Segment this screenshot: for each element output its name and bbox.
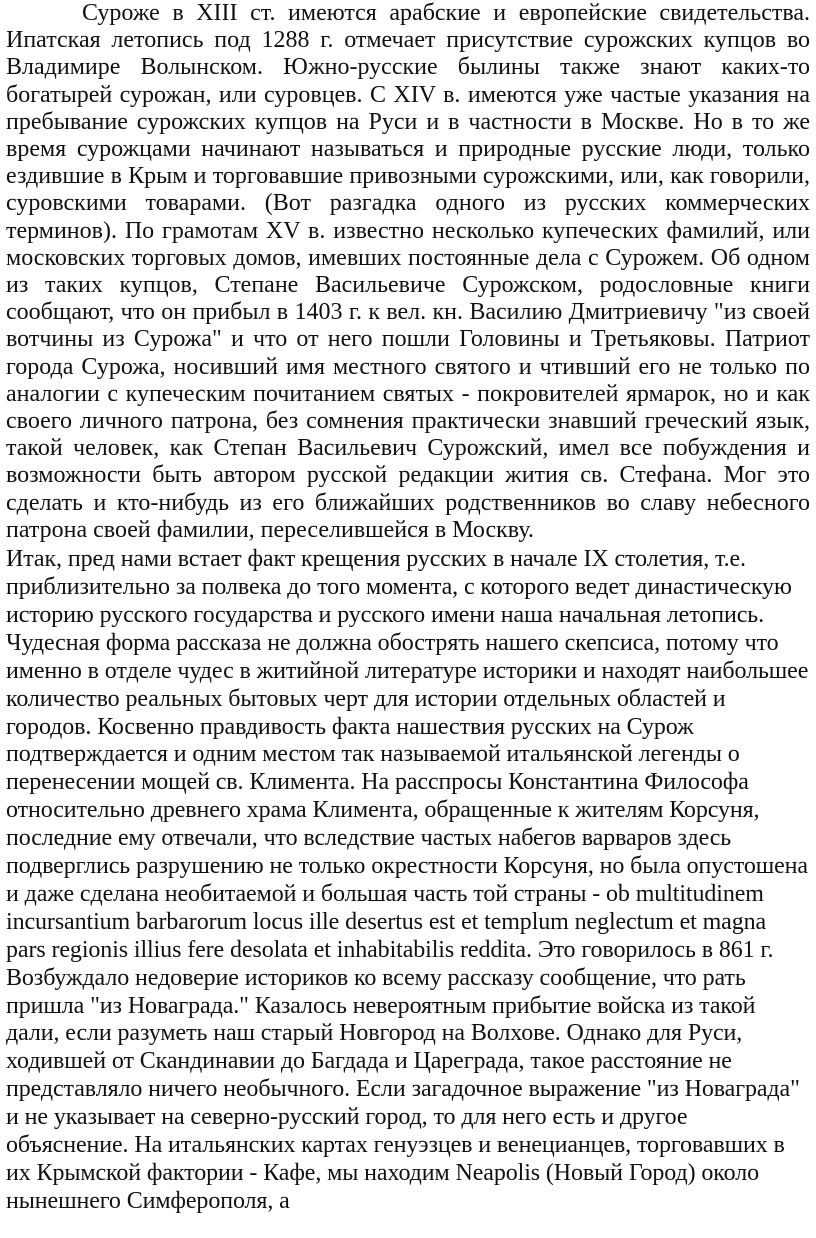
paragraph-baptism-of-rus: Итак, пред нами встает факт крещения русских в начале IX столетия, т.е. приблизительно за полвека до того момента, с которого ведет династическую историю русского государства и русского имени наша начальная летопись. Чудесная форма рассказа не должна обострять нашего скепсиса, потому что именно в отделе чудес в житийной литературе историки и находят наибольшее количество реальных бытовых черт для истории отдельных областей и городов. Косвенно правдивость факта нашествия русских на Сурож подтверждается и одним местом так называемой итальянской легенды о перенесении мощей св. Климента. На расспросы Константина Философа относительно древнего храма Климента, обращенные к жителям Корсуня, последние ему отвечали, что вследствие частых набегов варваров здесь подверглись разрушению не только окрестности Корсуня, но была опустошена и даже сделана необитаемой и большая часть той страны - ob multitudinem incursantium barbarorum locus ille desertus est et templum neglectum et magna pars regionis illius fere desolata et inhabitabilis reddita. Это говорилось в 861 г. Возбуждало недоверие историков ко всему рассказу сообщение, что рать пришла "из Новаграда." Казалось невероятным прибытие войска из такой дали, если разуметь наш старый Новгород на Волхове. Однако для Руси, ходившей от Скандинавии до Багдада и Цареграда, такое расстояние не представляло ничего необычного. Если загадочное выражение "из Новаграда" и не указывает на северно-русский город, то для него есть и другое объяснение. На итальянских картах генуэзцев и венецианцев, торговавших в их Крымской фактории - Кафе, мы находим Neapolis (Новый Город) около нынешнего Симферополя, а (6, 546, 809, 1214)
paragraph-surozh-merchants: Суроже в XIII ст. имеются арабские и европейские свидетельства. Ипатская летопись под 1288 г. отмечает присутствие сурожских купцов во Владимире Волынском. Южно-русские былины также знают каких-то богатырей сурожан, или суровцев. С XIV в. имеются уже частые указания на пребывание сурожских купцов на Руси и в частности в Москве. Но в то же время сурожцами начинают называться и природные русские люди, только ездившие в Крым и торговавшие привозными сурожскими, или, как говорили, суровскими товарами. (Вот разгадка одного из русских коммерческих терминов). По грамотам XV в. известно несколько купеческих фамилий, или московских торговых домов, имевших постоянные дела с Сурожем. Об одном из таких купцов, Степане Васильевиче Сурожском, родословные книги сообщают, что он прибыл в 1403 г. к вел. кн. Василию Дмитриевичу "из своей вотчины из Сурожа" и что от него пошли Головины и Третьяковы. Патриот города Сурожа, носивший имя местного святого и чтивший его не только по аналогии с купеческим почитанием святых - покровителей ярмарок, но и как своего личного патрона, без сомнения практически знавший греческий язык, такой человек, как Степан Васильевич Сурожский, имел все побуждения и возможности быть автором русской редакции жития св. Стефана. Мог это сделать и кто-нибудь из его ближайших родственников во славу небесного патрона своей фамилии, переселившейся в Москву. (6, 0, 810, 543)
